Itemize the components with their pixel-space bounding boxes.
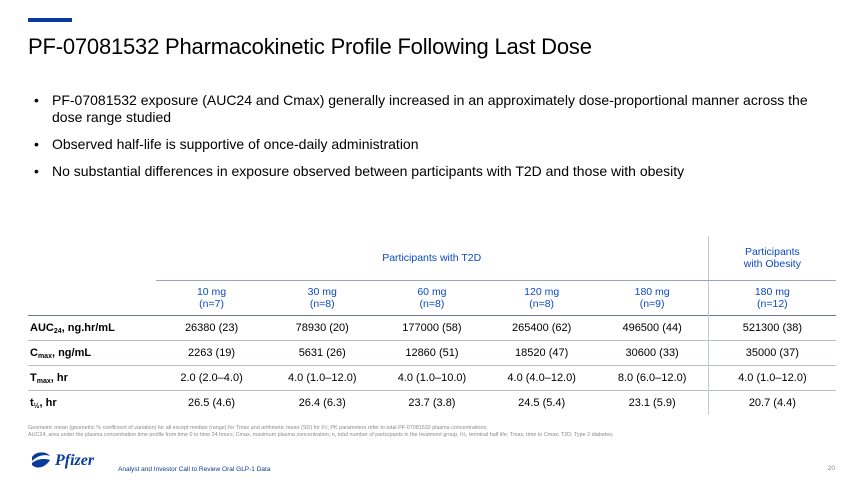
table-cell: 8.0 (6.0–12.0) (597, 366, 709, 391)
table-row (28, 316, 836, 341)
dose-header (156, 281, 268, 316)
row-label-main: t (30, 396, 34, 409)
group-header-obesity-line2: with Obesity (743, 258, 801, 270)
table-corner-cell (28, 236, 156, 281)
table-row (28, 366, 836, 391)
group-header-obesity-line1: Participants (744, 246, 800, 258)
page-number: 20 (827, 465, 835, 472)
bullet-item (30, 136, 830, 153)
table-cell: 23.1 (5.9) (597, 391, 709, 416)
row-label-sub: 24 (53, 327, 62, 335)
row-label (28, 391, 156, 416)
table-cell: 4.0 (1.0–12.0) (708, 366, 836, 391)
bullet-dot-icon: • (34, 136, 39, 152)
table-cell: 4.0 (1.0–12.0) (267, 366, 377, 391)
table-row (28, 391, 836, 416)
table-cell: 496500 (44) (597, 316, 709, 341)
dose-header (487, 281, 597, 316)
table-cell: 24.5 (5.4) (487, 391, 597, 416)
bullet-item (30, 92, 830, 126)
table-corner-cell (28, 281, 156, 316)
footnote-line: AUC24, area under the plasma concentration time profile from time 0 to time 24 hours; Cmax, maximum plasma concentration; n, total number of participants in the treatment group; t½, terminal half life; Tmax, time to Cmax; T2D, Type 2 diabetes; (28, 432, 614, 438)
dose-label: 10 mg (196, 286, 227, 298)
table-cell: 26.5 (4.6) (156, 391, 268, 416)
dose-header (708, 281, 836, 316)
table-cell: 2263 (19) (156, 341, 268, 366)
dose-label: 120 mg (524, 286, 560, 298)
row-label-main: AUC (30, 321, 54, 334)
row-label (28, 341, 156, 366)
bullet-item (30, 163, 830, 180)
dose-header (267, 281, 377, 316)
dose-n: (n=7) (199, 298, 224, 310)
bullet-list (30, 92, 830, 190)
table-cell: 521300 (38) (708, 316, 836, 341)
row-label-main: C (30, 346, 38, 359)
pfizer-logo (30, 451, 94, 471)
row-label (28, 366, 156, 391)
dose-header (377, 281, 487, 316)
table-cell: 4.0 (1.0–10.0) (377, 366, 487, 391)
group-header-obesity (708, 236, 836, 281)
slide-title: PF-07081532 Pharmacokinetic Profile Following Last Dose (28, 34, 592, 59)
table-cell: 23.7 (3.8) (377, 391, 487, 416)
group-header-t2d: Participants with T2D (156, 236, 709, 281)
dose-n: (n=8) (529, 298, 555, 310)
row-label-rest: , ng.hr/mL (61, 321, 115, 334)
pk-table (28, 236, 836, 415)
dose-label: 60 mg (417, 286, 447, 298)
table-cell: 35000 (37) (708, 341, 836, 366)
table-dose-header-row (28, 281, 836, 316)
table-cell: 5631 (26) (267, 341, 377, 366)
pfizer-helix-icon (30, 451, 52, 471)
bullet-text: No substantial differences in exposure observed between participants with T2D and those with obesity (52, 163, 685, 179)
row-label-sub: max (36, 377, 51, 385)
table-cell: 12860 (51) (377, 341, 487, 366)
row-label-sub: max (37, 352, 52, 360)
table-cell: 26380 (23) (156, 316, 268, 341)
table-cell: 30600 (33) (597, 341, 709, 366)
dose-n: (n=8) (419, 298, 445, 310)
bullet-text: Observed half-life is supportive of once-daily administration (52, 136, 419, 152)
table-row (28, 341, 836, 366)
row-label-rest: , hr (50, 371, 68, 384)
table-group-header-row (28, 236, 836, 281)
table-cell: 18520 (47) (487, 341, 597, 366)
dose-label: 180 mg (634, 286, 670, 298)
dose-n: (n=8) (309, 298, 335, 310)
dose-label: 180 mg (754, 286, 790, 298)
footnote-line: Geometric mean (geometric % coefficient of variation) for all except median (range) for Tmax and arithmetic mean (SD) for t½; PK parameters refer to total PF-07081532 plasma concentrations; (28, 425, 488, 431)
table-cell: 78930 (20) (267, 316, 377, 341)
bullet-dot-icon: • (34, 92, 39, 108)
table-cell: 2.0 (2.0–4.0) (156, 366, 268, 391)
pfizer-wordmark: Pfizer (55, 452, 95, 469)
row-label (28, 316, 156, 341)
bullet-text: PF-07081532 exposure (AUC24 and Cmax) generally increased in an approximately dose-proportional manner across the dose range studied (52, 92, 808, 125)
dose-n: (n=9) (639, 298, 665, 310)
table-cell: 265400 (62) (487, 316, 597, 341)
row-label-rest: , ng/mL (51, 346, 92, 359)
table-cell: 20.7 (4.4) (708, 391, 836, 416)
row-label-main: T (30, 371, 37, 384)
title-accent-bar (28, 18, 72, 22)
row-label-rest: , hr (39, 396, 57, 409)
dose-n: (n=12) (757, 298, 788, 310)
dose-label: 30 mg (307, 286, 337, 298)
table-cell: 4.0 (4.0–12.0) (487, 366, 597, 391)
bullet-dot-icon: • (34, 163, 39, 179)
dose-header (597, 281, 709, 316)
table-cell: 177000 (58) (377, 316, 487, 341)
footnote (28, 425, 838, 439)
table-cell: 26.4 (6.3) (267, 391, 377, 416)
footer-event-title: Analyst and Investor Call to Review Oral GLP-1 Data (118, 466, 271, 473)
row-label-sub: ½ (33, 402, 40, 410)
